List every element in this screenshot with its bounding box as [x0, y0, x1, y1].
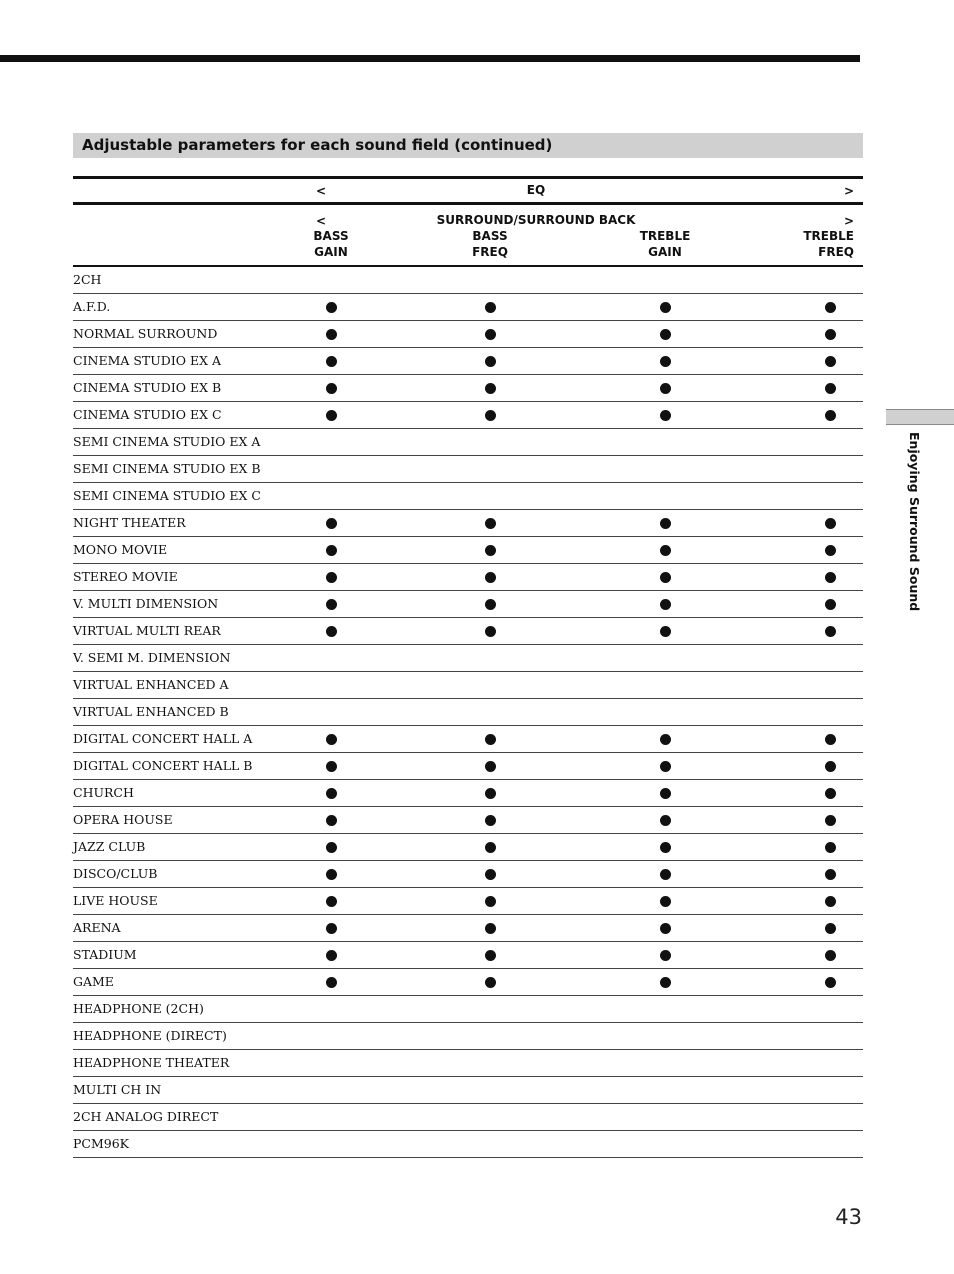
table-row: [73, 618, 863, 645]
sound-field-label: V. MULTI DIMENSION: [73, 596, 219, 611]
marker-dot: [825, 599, 836, 610]
top-rule: [0, 55, 860, 62]
sound-field-label: MULTI CH IN: [73, 1082, 162, 1097]
table-row: [73, 780, 863, 807]
header-row-columns: [73, 205, 863, 267]
sound-field-label: NORMAL SURROUND: [73, 326, 218, 341]
sound-field-label: OPERA HOUSE: [73, 812, 173, 827]
marker-dot: [485, 329, 496, 340]
marker-dot: [326, 329, 337, 340]
table-row: [73, 753, 863, 780]
marker-dot: [660, 518, 671, 529]
section-header-bar: [73, 133, 863, 158]
column-header-treble-gain: TREBLE GAIN: [639, 229, 691, 259]
marker-dot: [660, 842, 671, 853]
sound-field-label: HEADPHONE THEATER: [73, 1055, 230, 1070]
marker-dot: [660, 869, 671, 880]
sound-field-label: SEMI CINEMA STUDIO EX B: [73, 461, 261, 476]
marker-dot: [485, 734, 496, 745]
marker-dot: [825, 869, 836, 880]
marker-dot: [660, 410, 671, 421]
marker-dot: [660, 626, 671, 637]
marker-dot: [326, 410, 337, 421]
marker-dot: [825, 761, 836, 772]
table-row: [73, 699, 863, 726]
table-row: [73, 321, 863, 348]
marker-dot: [485, 815, 496, 826]
marker-dot: [825, 410, 836, 421]
group-right-marker: >: [843, 214, 854, 228]
marker-dot: [485, 356, 496, 367]
eq-left-marker: <: [316, 184, 327, 198]
side-tab-label: Enjoying Surround Sound: [907, 432, 922, 612]
table-row: [73, 888, 863, 915]
sound-field-label: STADIUM: [73, 947, 137, 962]
marker-dot: [326, 302, 337, 313]
marker-dot: [825, 842, 836, 853]
marker-dot: [660, 896, 671, 907]
marker-dot: [660, 788, 671, 799]
marker-dot: [660, 734, 671, 745]
marker-dot: [326, 545, 337, 556]
marker-dot: [326, 896, 337, 907]
marker-dot: [825, 896, 836, 907]
marker-dot: [825, 572, 836, 583]
sound-field-label: LIVE HOUSE: [73, 893, 158, 908]
page-number: 43: [835, 1205, 862, 1229]
marker-dot: [485, 842, 496, 853]
marker-dot: [825, 518, 836, 529]
table-row: [73, 807, 863, 834]
sound-field-label: MONO MOVIE: [73, 542, 168, 557]
marker-dot: [660, 356, 671, 367]
marker-dot: [326, 842, 337, 853]
table-row: [73, 456, 863, 483]
table-row: [73, 591, 863, 618]
marker-dot: [326, 383, 337, 394]
table-row: [73, 510, 863, 537]
table-row: [73, 294, 863, 321]
marker-dot: [485, 626, 496, 637]
marker-dot: [326, 869, 337, 880]
group-left-marker: <: [316, 214, 327, 228]
table-row: [73, 402, 863, 429]
table-row: [73, 645, 863, 672]
marker-dot: [660, 815, 671, 826]
marker-dot: [485, 383, 496, 394]
marker-dot: [825, 734, 836, 745]
marker-dot: [485, 923, 496, 934]
marker-dot: [660, 383, 671, 394]
marker-dot: [485, 761, 496, 772]
table-row: [73, 726, 863, 753]
sound-field-label: VIRTUAL ENHANCED B: [73, 704, 229, 719]
sound-field-label: CHURCH: [73, 785, 134, 800]
side-tab: [886, 409, 954, 425]
section-title: Adjustable parameters for each sound field (continued): [82, 136, 553, 154]
sound-field-label: NIGHT THEATER: [73, 515, 186, 530]
sound-field-label: CINEMA STUDIO EX C: [73, 407, 222, 422]
sound-field-label: DIGITAL CONCERT HALL B: [73, 758, 253, 773]
table-row: [73, 564, 863, 591]
marker-dot: [485, 518, 496, 529]
marker-dot: [326, 518, 337, 529]
table-row: [73, 996, 863, 1023]
marker-dot: [326, 761, 337, 772]
table-row: [73, 1131, 863, 1158]
sound-field-label: VIRTUAL MULTI REAR: [73, 623, 221, 638]
marker-dot: [326, 977, 337, 988]
marker-dot: [485, 896, 496, 907]
marker-dot: [825, 950, 836, 961]
header-row-eq: [73, 176, 863, 205]
marker-dot: [825, 977, 836, 988]
sound-field-label: STEREO MOVIE: [73, 569, 178, 584]
marker-dot: [326, 599, 337, 610]
marker-dot: [660, 977, 671, 988]
table-row: [73, 1077, 863, 1104]
column-header-treble-freq: TREBLE FREQ: [803, 229, 854, 259]
sound-field-label: V. SEMI M. DIMENSION: [73, 650, 231, 665]
sound-field-label: HEADPHONE (DIRECT): [73, 1028, 227, 1043]
marker-dot: [825, 383, 836, 394]
marker-dot: [825, 545, 836, 556]
marker-dot: [485, 572, 496, 583]
sound-field-label: ARENA: [73, 920, 121, 935]
sound-field-label: JAZZ CLUB: [73, 839, 146, 854]
marker-dot: [660, 329, 671, 340]
marker-dot: [326, 923, 337, 934]
marker-dot: [825, 302, 836, 313]
table-row: [73, 1050, 863, 1077]
marker-dot: [825, 356, 836, 367]
table-row: [73, 429, 863, 456]
table-row: [73, 969, 863, 996]
table-row: [73, 861, 863, 888]
sound-field-label: VIRTUAL ENHANCED A: [73, 677, 229, 692]
marker-dot: [825, 815, 836, 826]
table-row: [73, 537, 863, 564]
parameters-table: [73, 176, 863, 1158]
sound-field-label: A.F.D.: [73, 299, 111, 314]
marker-dot: [485, 788, 496, 799]
sound-field-label: CINEMA STUDIO EX B: [73, 380, 222, 395]
marker-dot: [485, 950, 496, 961]
sound-field-label: DIGITAL CONCERT HALL A: [73, 731, 253, 746]
marker-dot: [326, 788, 337, 799]
marker-dot: [660, 950, 671, 961]
sound-field-label: PCM96K: [73, 1136, 130, 1151]
sound-field-label: GAME: [73, 974, 114, 989]
sound-field-label: CINEMA STUDIO EX A: [73, 353, 222, 368]
column-header-bass-freq: BASS FREQ: [472, 229, 508, 259]
marker-dot: [660, 572, 671, 583]
table-row: [73, 915, 863, 942]
table-row: [73, 942, 863, 969]
marker-dot: [485, 599, 496, 610]
marker-dot: [485, 302, 496, 313]
sound-field-label: SEMI CINEMA STUDIO EX A: [73, 434, 261, 449]
table-row: [73, 834, 863, 861]
marker-dot: [660, 545, 671, 556]
marker-dot: [326, 356, 337, 367]
sound-field-label: SEMI CINEMA STUDIO EX C: [73, 488, 261, 503]
table-row: [73, 348, 863, 375]
column-header-bass-gain: BASS GAIN: [313, 229, 349, 259]
marker-dot: [485, 410, 496, 421]
marker-dot: [660, 302, 671, 313]
eq-right-marker: >: [843, 184, 854, 198]
table-row: [73, 267, 863, 294]
sound-field-label: HEADPHONE (2CH): [73, 1001, 204, 1016]
group-title: SURROUND/SURROUND BACK: [436, 213, 636, 227]
marker-dot: [660, 761, 671, 772]
marker-dot: [825, 923, 836, 934]
marker-dot: [326, 572, 337, 583]
marker-dot: [825, 788, 836, 799]
marker-dot: [326, 734, 337, 745]
marker-dot: [485, 977, 496, 988]
table-row: [73, 483, 863, 510]
marker-dot: [485, 869, 496, 880]
table-row: [73, 1023, 863, 1050]
marker-dot: [660, 599, 671, 610]
table-row: [73, 375, 863, 402]
sound-field-label: 2CH ANALOG DIRECT: [73, 1109, 219, 1124]
table-row: [73, 672, 863, 699]
marker-dot: [485, 545, 496, 556]
eq-title: EQ: [526, 183, 546, 197]
marker-dot: [825, 626, 836, 637]
table-row: [73, 1104, 863, 1131]
marker-dot: [326, 626, 337, 637]
sound-field-label: DISCO/CLUB: [73, 866, 158, 881]
marker-dot: [825, 329, 836, 340]
marker-dot: [326, 950, 337, 961]
sound-field-label: 2CH: [73, 272, 102, 287]
marker-dot: [660, 923, 671, 934]
marker-dot: [326, 815, 337, 826]
